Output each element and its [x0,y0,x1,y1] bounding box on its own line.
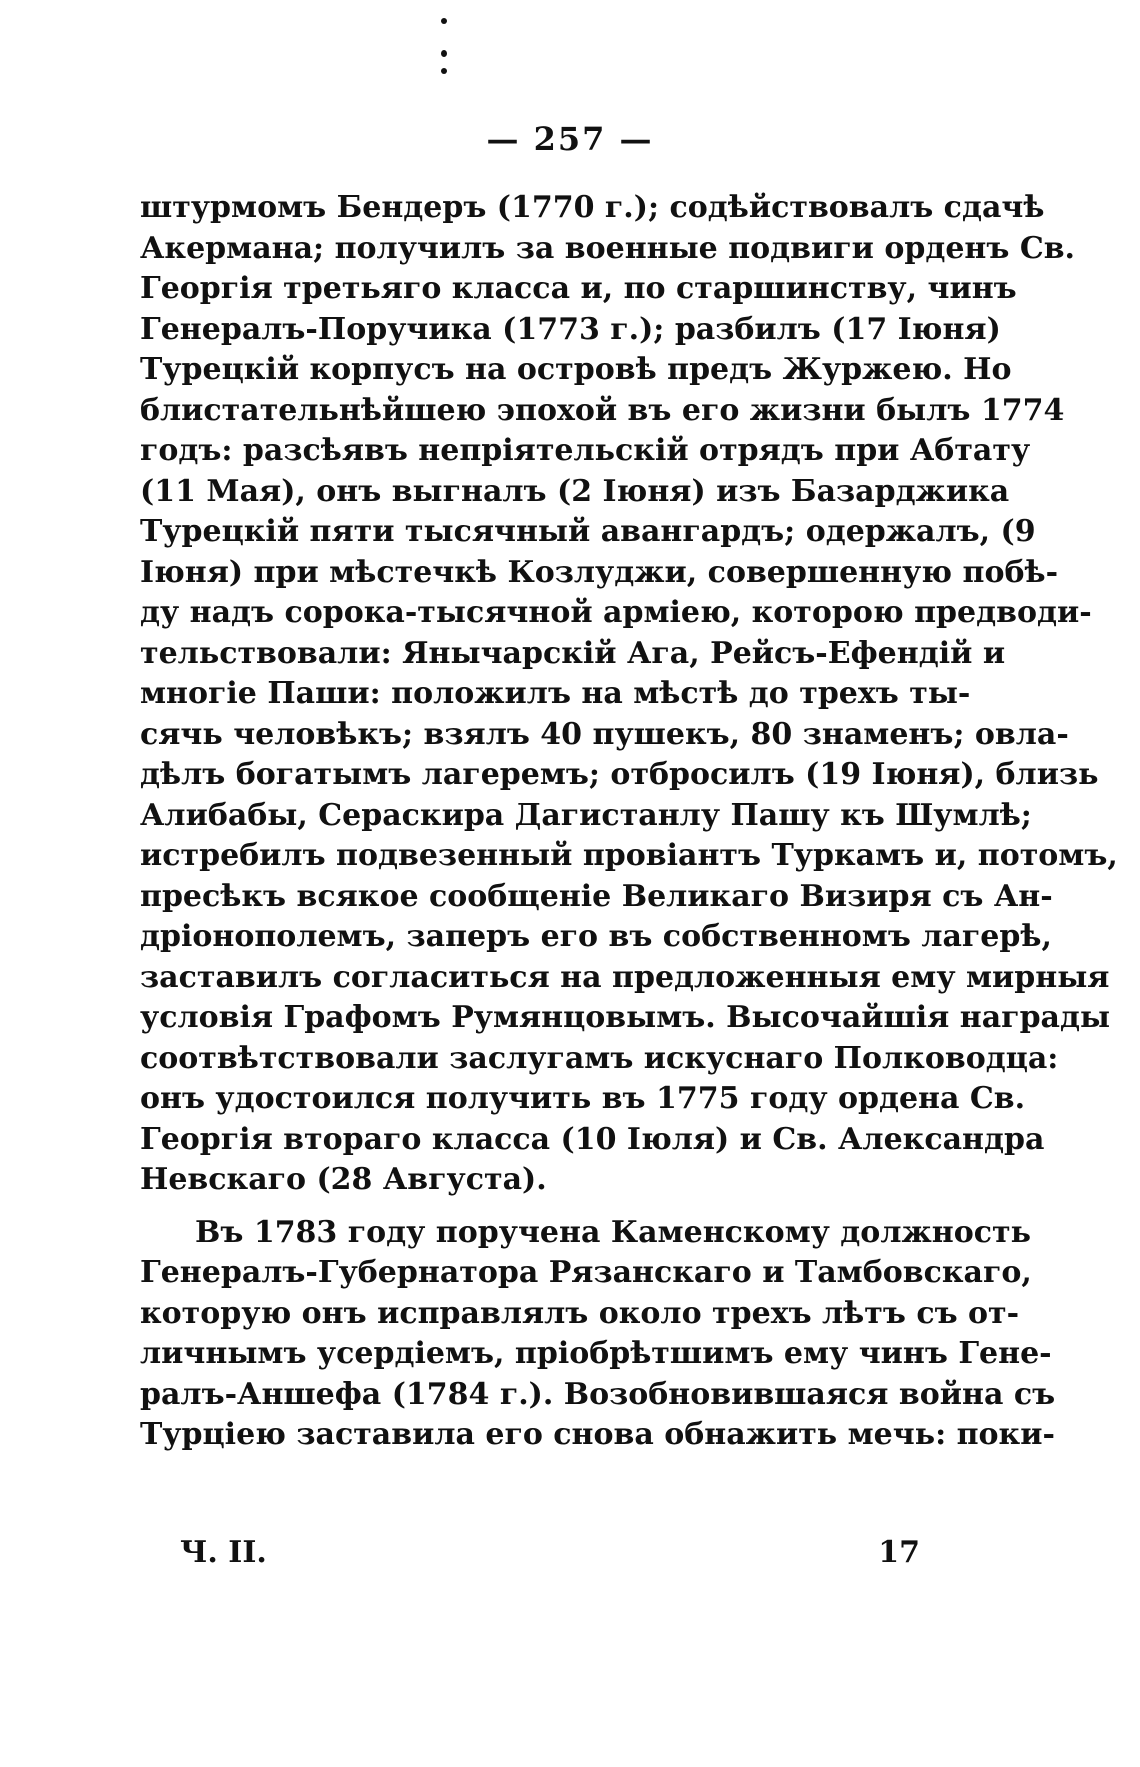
text-line: блистательнѣйшею эпохой въ его жизни былъ 1774 [140,392,1065,428]
text-line: условія Графомъ Румянцовымъ. Высочайшія награды [140,1000,1111,1035]
text-line: Турецкій пяти тысячный авангардъ; одержалъ, (9 [140,514,1036,549]
text-line: Георгія втораго класса (10 Іюля) и Св. Александра [140,1121,1045,1157]
text-line: онъ удостоился получить въ 1775 году ордена Св. [140,1081,1026,1116]
text-line: заставилъ согласиться на предложенныя ему мирныя [140,959,1110,995]
text-line: Акермана; получилъ за военные подвиги орденъ Св. [140,230,1075,266]
text-line: Турціею заставила его снова обнажить мечь: поки- [140,1417,1055,1452]
text-line: Невскаго (28 Августа). [140,1162,547,1197]
text-line: истребилъ подвезенный провіантъ Туркамъ и, потомъ, [140,838,1118,873]
text-line: Генералъ-Губернатора Рязанскаго и Тамбовскаго, [140,1255,1032,1290]
leaf-number: 17 [878,1535,920,1570]
scan-speck [441,18,447,24]
text-line: Іюня) при мѣстечкѣ Козлуджи, совершенную побѣ- [140,554,1059,590]
text-line: многіе Паши: положилъ на мѣстѣ до трехъ ты- [140,676,971,711]
text-line: Генералъ-Поручика (1773 г.); разбилъ (17 Іюня) [140,311,1001,347]
text-line: Въ 1783 году поручена Каменскому должность [195,1214,1031,1250]
paragraph-2 [140,1213,1056,1456]
text-line: годъ: разсѣявъ непріятельскій отрядъ при Абтату [140,433,1031,468]
main-text [140,188,1118,1456]
text-line: дѣлъ богатымъ лагеремъ; отбросилъ (19 Іюня), близь [140,757,1099,792]
text-line: Георгія третьяго класса и, по старшинству, чинъ [140,271,1017,306]
scan-speck [441,50,447,57]
text-line: личнымъ усердіемъ, пріобрѣтшимъ ему чинъ Гене- [140,1336,1052,1371]
paragraph-gap [140,1201,960,1213]
text-line: штурмомъ Бендеръ (1770 г.); содѣйствовалъ сдачѣ [140,190,1045,225]
text-line: (11 Мая), онъ выгналъ (2 Іюня) изъ Базарджика [140,473,1010,509]
text-line: соотвѣтствовали заслугамъ искуснаго Полководца: [140,1040,1059,1076]
scan-speck [441,68,447,74]
text-line: дріонополемъ, заперъ его въ собственномъ лагерѣ, [140,919,1052,954]
text-line: пресѣкъ всякое сообщеніе Великаго Визиря съ Ан- [140,878,1053,914]
page-number: — 257 — [486,120,654,158]
signature-mark: Ч. II. [180,1535,267,1570]
text-line: ду надъ сорока-тысячной арміею, которою предводи- [140,595,1092,630]
text-line: Алибабы, Сераскира Дагистанлу Пашу къ Шумлѣ; [140,797,1032,833]
text-line: Турецкій корпусъ на островѣ предъ Журжею. Но [140,352,1012,387]
paragraph-1 [140,188,1118,1201]
text-line: ралъ-Аншефа (1784 г.). Возобновившаяся война съ [140,1376,1056,1412]
text-line: которую онъ исправлялъ около трехъ лѣтъ съ от- [140,1295,1020,1331]
text-line: тельствовали: Янычарскій Ага, Рейсъ-Ефендій и [140,635,1006,671]
text-line: сячь человѣкъ; взялъ 40 пушекъ, 80 знаменъ; овла- [140,716,1069,752]
page-footer [180,1535,920,1575]
